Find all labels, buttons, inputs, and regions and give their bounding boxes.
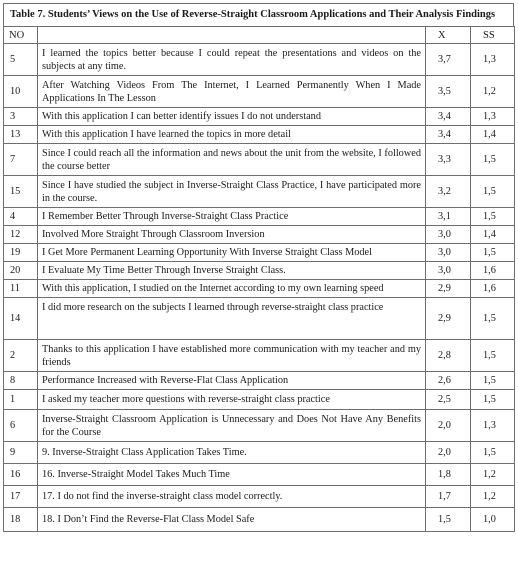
row-x: 3,4	[426, 126, 471, 144]
row-statement: With this application, I studied on the Internet according to my own learning speed	[38, 280, 426, 298]
table-row	[4, 486, 515, 508]
row-ss: 1,5	[471, 372, 515, 390]
row-ss: 1,3	[471, 108, 515, 126]
row-no: 17	[4, 486, 38, 508]
row-statement: 18. I Don’t Find the Reverse-Flat Class Model Safe	[38, 508, 426, 532]
row-no: 4	[4, 208, 38, 226]
row-statement: Since I could reach all the information and news about the unit from the website, I followed the course better	[38, 144, 426, 176]
row-x: 1,5	[426, 508, 471, 532]
table-row	[4, 44, 515, 76]
row-ss: 1,0	[471, 508, 515, 532]
row-ss: 1,5	[471, 340, 515, 372]
row-x: 2,5	[426, 390, 471, 410]
row-ss: 1,2	[471, 464, 515, 486]
row-x: 3,2	[426, 176, 471, 208]
row-x: 3,3	[426, 144, 471, 176]
table-row	[4, 442, 515, 464]
header-x: X	[426, 27, 471, 44]
row-statement: After Watching Videos From The Internet, I Learned Permanently When I Made Applications In The Lesson	[38, 76, 426, 108]
row-ss: 1,3	[471, 44, 515, 76]
header-row	[4, 27, 515, 44]
table-row	[4, 508, 515, 532]
row-ss: 1,5	[471, 144, 515, 176]
row-statement: I asked my teacher more questions with reverse-straight class practice	[38, 390, 426, 410]
row-ss: 1,5	[471, 298, 515, 340]
row-ss: 1,2	[471, 486, 515, 508]
header-statement	[38, 27, 426, 44]
row-statement: I Remember Better Through Inverse-Straight Class Practice	[38, 208, 426, 226]
row-ss: 1,5	[471, 208, 515, 226]
table-container	[3, 3, 514, 532]
row-x: 3,7	[426, 44, 471, 76]
row-x: 1,7	[426, 486, 471, 508]
table-row	[4, 262, 515, 280]
row-x: 2,0	[426, 442, 471, 464]
row-statement: I did more research on the subjects I learned through reverse-straight class practice	[38, 298, 426, 340]
row-ss: 1,5	[471, 442, 515, 464]
row-ss: 1,4	[471, 126, 515, 144]
findings-table	[3, 26, 515, 532]
row-no: 8	[4, 372, 38, 390]
table-row	[4, 108, 515, 126]
row-x: 2,8	[426, 340, 471, 372]
row-no: 14	[4, 298, 38, 340]
row-x: 3,5	[426, 76, 471, 108]
row-x: 2,6	[426, 372, 471, 390]
row-x: 2,0	[426, 410, 471, 442]
row-x: 3,0	[426, 226, 471, 244]
table-row	[4, 126, 515, 144]
table-row	[4, 244, 515, 262]
row-statement: I Get More Permanent Learning Opportunity With Inverse Straight Class Model	[38, 244, 426, 262]
row-statement: 17. I do not find the inverse-straight class model correctly.	[38, 486, 426, 508]
row-ss: 1,5	[471, 244, 515, 262]
header-no: NO	[4, 27, 38, 44]
table-row	[4, 298, 515, 340]
row-ss: 1,5	[471, 390, 515, 410]
row-no: 13	[4, 126, 38, 144]
row-statement: Since I have studied the subject in Inverse-Straight Class Practice, I have participated more in the course.	[38, 176, 426, 208]
table-row	[4, 226, 515, 244]
row-no: 19	[4, 244, 38, 262]
row-ss: 1,3	[471, 410, 515, 442]
row-statement: I learned the topics better because I could repeat the presentations and videos on the subjects at any time.	[38, 44, 426, 76]
row-no: 6	[4, 410, 38, 442]
table-row	[4, 208, 515, 226]
row-no: 3	[4, 108, 38, 126]
row-no: 9	[4, 442, 38, 464]
row-x: 2,9	[426, 280, 471, 298]
table-row	[4, 372, 515, 390]
row-x: 1,8	[426, 464, 471, 486]
row-no: 15	[4, 176, 38, 208]
row-ss: 1,5	[471, 176, 515, 208]
row-statement: Inverse-Straight Classroom Application is Unnecessary and Does Not Have Any Benefits for the Course	[38, 410, 426, 442]
row-statement: Involved More Straight Through Classroom Inversion	[38, 226, 426, 244]
row-statement: With this application I have learned the topics in more detail	[38, 126, 426, 144]
row-x: 3,0	[426, 244, 471, 262]
row-no: 7	[4, 144, 38, 176]
row-no: 2	[4, 340, 38, 372]
table-caption: Table 7. Students’ Views on the Use of Reverse-Straight Classroom Applications and Their Analysis Findings	[3, 3, 514, 26]
table-row	[4, 464, 515, 486]
table-row	[4, 340, 515, 372]
row-no: 20	[4, 262, 38, 280]
table-row	[4, 176, 515, 208]
header-ss: SS	[471, 27, 515, 44]
row-no: 11	[4, 280, 38, 298]
row-no: 16	[4, 464, 38, 486]
row-statement: 16. Inverse-Straight Model Takes Much Time	[38, 464, 426, 486]
row-x: 3,1	[426, 208, 471, 226]
row-statement: I Evaluate My Time Better Through Inverse Straight Class.	[38, 262, 426, 280]
table-row	[4, 410, 515, 442]
row-no: 18	[4, 508, 38, 532]
row-ss: 1,6	[471, 262, 515, 280]
row-ss: 1,2	[471, 76, 515, 108]
table-row	[4, 76, 515, 108]
row-statement: Performance Increased with Reverse-Flat Class Application	[38, 372, 426, 390]
table-row	[4, 144, 515, 176]
row-ss: 1,6	[471, 280, 515, 298]
row-statement: Thanks to this application I have established more communication with my teacher and my friends	[38, 340, 426, 372]
row-no: 5	[4, 44, 38, 76]
row-ss: 1,4	[471, 226, 515, 244]
row-statement: 9. Inverse-Straight Class Application Takes Time.	[38, 442, 426, 464]
table-row	[4, 390, 515, 410]
row-no: 1	[4, 390, 38, 410]
row-no: 10	[4, 76, 38, 108]
row-x: 3,4	[426, 108, 471, 126]
row-x: 2,9	[426, 298, 471, 340]
table-row	[4, 280, 515, 298]
row-statement: With this application I can better identify issues I do not understand	[38, 108, 426, 126]
row-x: 3,0	[426, 262, 471, 280]
row-no: 12	[4, 226, 38, 244]
